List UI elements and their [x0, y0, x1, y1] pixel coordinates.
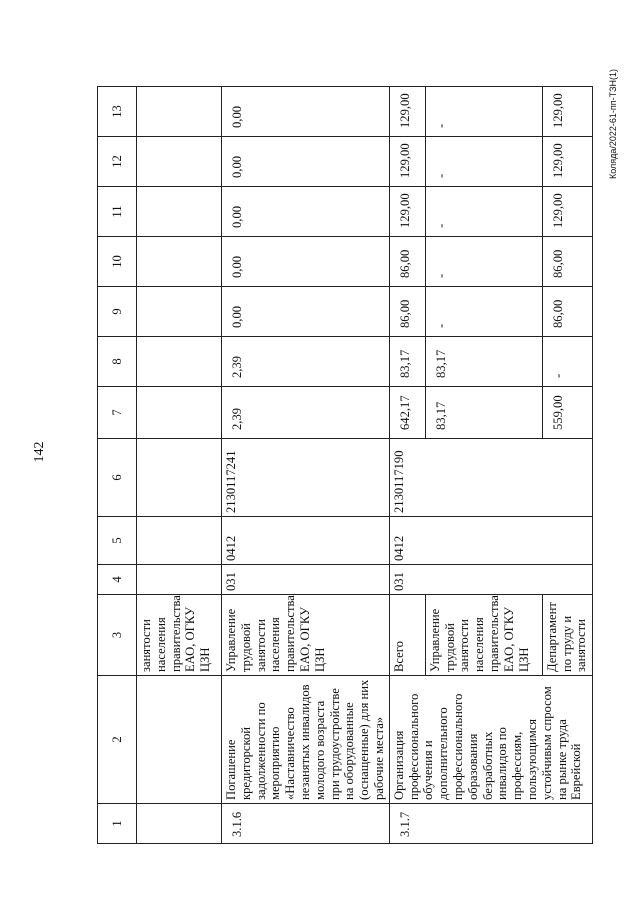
executor: Управление трудовой занятости населения правительства ЕАО, ОГКУ ЦЗН — [222, 595, 390, 676]
table-cell — [137, 676, 222, 804]
value-year: 129,00 — [389, 87, 425, 137]
value-year: 129,00 — [542, 87, 592, 137]
table-cell: занятости населения правительства ЕАО, ОГКУ ЦЗН — [137, 595, 222, 676]
header-cell: 7 — [98, 387, 137, 439]
code-rzpr: 0412 — [222, 517, 390, 565]
table-cell — [137, 387, 222, 439]
table-cell — [137, 565, 222, 595]
table-cell — [137, 187, 222, 237]
code-csr: 2130117190 — [389, 439, 592, 517]
table-cell — [137, 237, 222, 287]
value-year: 83,17 — [425, 337, 542, 387]
table-row-continuation — [137, 87, 222, 844]
rotated-table-container — [97, 87, 589, 844]
code-grbs: 031 — [222, 565, 390, 595]
value-year: 86,00 — [389, 237, 425, 287]
table-cell — [137, 87, 222, 137]
value-year: 129,00 — [542, 137, 592, 187]
code-grbs: 031 — [389, 565, 592, 595]
executor: Управление трудовой занятости населения правительства ЕАО, ОГКУ ЦЗН — [425, 595, 542, 676]
value-year: 2,39 — [222, 337, 390, 387]
header-cell: 10 — [98, 237, 137, 287]
value-total: 2,39 — [222, 387, 390, 439]
rotated-table-region — [97, 87, 589, 844]
header-cell: 13 — [98, 87, 137, 137]
value-total: 83,17 — [425, 387, 542, 439]
header-cell: 3 — [98, 595, 137, 676]
header-cell: 9 — [98, 287, 137, 337]
value-year: - — [542, 337, 592, 387]
header-cell: 4 — [98, 565, 137, 595]
value-year: 129,00 — [389, 137, 425, 187]
measure-name: Организация профессионального обучения и дополнительного профессионального образования безработных инвалидов по профессиям, пользующимся устойчивым спросом на рынке труда Еврейской — [389, 676, 592, 804]
table-cell — [137, 517, 222, 565]
table-cell — [137, 137, 222, 187]
header-cell: 11 — [98, 187, 137, 237]
header-cell: 5 — [98, 517, 137, 565]
value-year: - — [425, 237, 542, 287]
value-year: 129,00 — [389, 187, 425, 237]
executor: Департамент по труду и занятости — [542, 595, 592, 676]
header-cell: 8 — [98, 337, 137, 387]
value-year: 0,00 — [222, 87, 390, 137]
row-number: 3.1.7 — [389, 804, 592, 844]
table-cell — [137, 804, 222, 844]
table-cell — [137, 337, 222, 387]
header-row — [98, 87, 137, 844]
value-year: 0,00 — [222, 237, 390, 287]
code-rzpr: 0412 — [389, 517, 592, 565]
header-cell: 2 — [98, 676, 137, 804]
table-row-3-1-7-total — [389, 87, 425, 844]
budget-table — [97, 86, 593, 844]
value-year: 129,00 — [542, 187, 592, 237]
value-year: 83,17 — [389, 337, 425, 387]
header-cell: 6 — [98, 439, 137, 517]
table-cell — [137, 439, 222, 517]
value-year: 86,00 — [542, 237, 592, 287]
code-csr: 2130117241 — [222, 439, 390, 517]
value-year: 0,00 — [222, 137, 390, 187]
row-number: 3.1.6 — [222, 804, 390, 844]
value-year: - — [425, 87, 542, 137]
value-year: 86,00 — [389, 287, 425, 337]
value-year: - — [425, 287, 542, 337]
value-year: 0,00 — [222, 287, 390, 337]
value-total: 559,00 — [542, 387, 592, 439]
table-cell — [137, 287, 222, 337]
value-year: - — [425, 137, 542, 187]
page-number: 142 — [32, 441, 47, 463]
value-total: 642,17 — [389, 387, 425, 439]
measure-name: Погашение кредиторской задолженности по мероприятию «Наставничество незанятых инвалидов молодого возраста при трудоустройстве на оборудованные (оснащенные) для них рабочие места» — [222, 676, 390, 804]
header-cell: 12 — [98, 137, 137, 187]
table-row-3-1-6 — [222, 87, 390, 844]
document-footer-code: Колядa/2022-61-пп-ТЗН(1) — [608, 68, 618, 180]
header-cell: 1 — [98, 804, 137, 844]
value-year: - — [425, 187, 542, 237]
value-year: 0,00 — [222, 187, 390, 237]
executor: Всего — [389, 595, 425, 676]
value-year: 86,00 — [542, 287, 592, 337]
